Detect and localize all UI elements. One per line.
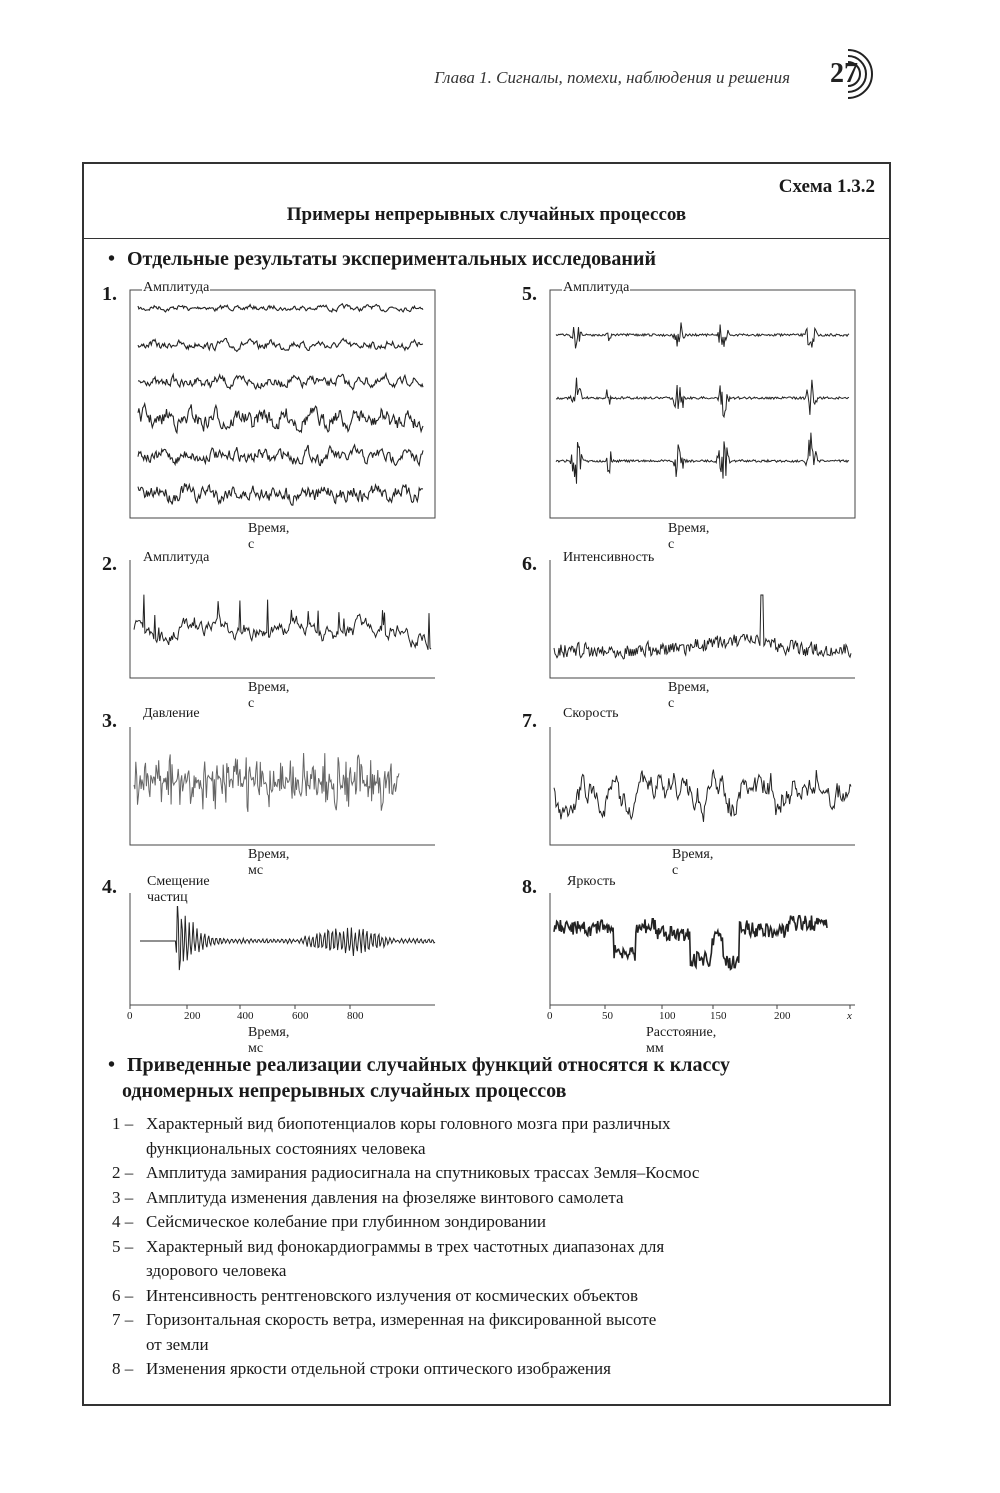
description-item	[112, 1112, 872, 1161]
section2-heading-line1: Приведенные реализации случайных функций относятся к классу	[127, 1054, 730, 1076]
description-line: Амплитуда изменения давления на фюзеляже винтового самолета	[146, 1187, 624, 1207]
scheme-label: Схема 1.3.2	[778, 176, 875, 197]
panel-number: 5.	[522, 283, 537, 305]
x-axis-label: Время, мс	[248, 1025, 290, 1056]
y-axis-label: Амплитуда	[563, 280, 630, 295]
x-axis-label: Время, с	[248, 680, 290, 711]
panel-number: 6.	[522, 553, 537, 575]
y-axis-label: Амплитуда	[143, 550, 210, 565]
description-text	[146, 1161, 872, 1186]
y-axis-label: Смещение частиц	[147, 874, 210, 905]
x-tick-label: 100	[659, 1010, 676, 1022]
section2-heading	[108, 1052, 730, 1104]
bullet-icon: •	[108, 1054, 116, 1076]
description-item	[112, 1284, 872, 1309]
description-item	[112, 1235, 872, 1284]
running-header: Глава 1. Сигналы, помехи, наблюдения и решения	[434, 68, 790, 87]
description-text	[146, 1210, 872, 1235]
description-line: Изменения яркости отдельной строки оптического изображения	[146, 1359, 611, 1378]
panel-number: 1.	[102, 283, 117, 305]
description-number: 2 –	[112, 1163, 134, 1182]
description-line: Сейсмическое колебание при глубинном зондировании	[146, 1212, 546, 1231]
x-tick-label: 50	[602, 1010, 613, 1022]
section2-heading-line2: одномерных непрерывных случайных процессов	[122, 1080, 567, 1102]
description-line: Горизонтальная скорость ветра, измеренная на фиксированной высоте	[146, 1310, 657, 1329]
x-axis-label: Время, с	[668, 521, 710, 552]
description-number: 4 –	[112, 1212, 134, 1231]
description-number: 5 –	[112, 1236, 134, 1256]
x-tick-label: 200	[774, 1010, 791, 1022]
bullet-icon: •	[108, 248, 116, 270]
description-text	[146, 1308, 872, 1357]
description-text	[146, 1357, 872, 1382]
x-tick-label: 400	[237, 1010, 254, 1022]
section1-heading-text: Отдельные результаты экспериментальных исследований	[127, 248, 656, 270]
description-item	[112, 1161, 872, 1186]
x-axis-label: Время, с	[248, 521, 290, 552]
panel-number: 8.	[522, 876, 537, 898]
description-item	[112, 1357, 872, 1382]
y-axis-label: Яркость	[567, 874, 616, 889]
description-line: Характерный вид фонокардиограммы в трех частотных диапазонах для	[146, 1236, 665, 1256]
y-axis-label: Скорость	[563, 706, 619, 721]
y-axis-label: Интенсивность	[563, 550, 655, 565]
description-line: Интенсивность рентгеновского излучения от космических объектов	[146, 1285, 639, 1305]
scheme-title: Примеры непрерывных случайных процессов	[286, 204, 687, 225]
section1-heading	[108, 248, 656, 271]
description-line: функциональных состояниях человека	[146, 1138, 426, 1158]
y-axis-label: Амплитуда	[143, 280, 210, 295]
description-line: Амплитуда замирания радиосигнала на спутниковых трассах Земля–Космос	[146, 1163, 700, 1182]
x-axis-label: Расстояние, мм	[646, 1025, 717, 1056]
x-axis-label: Время, с	[668, 680, 710, 711]
description-line: здорового человека	[146, 1261, 287, 1280]
x-tick-label: 200	[184, 1010, 201, 1022]
x-tick-label: 800	[347, 1010, 364, 1022]
description-text	[146, 1284, 872, 1309]
x-axis-label: Время, мс	[248, 847, 290, 878]
panel-number: 7.	[522, 710, 537, 732]
panel-number: 2.	[102, 553, 117, 575]
description-number: 8 –	[112, 1359, 134, 1378]
descriptions-list	[112, 1112, 872, 1382]
description-text	[146, 1235, 872, 1284]
panel-number: 4.	[102, 876, 117, 898]
panel-number: 3.	[102, 710, 117, 732]
description-line: от земли	[146, 1334, 209, 1354]
x-tick-label: 0	[127, 1010, 133, 1022]
description-number: 7 –	[112, 1310, 134, 1329]
scheme-header	[84, 164, 889, 239]
description-text	[146, 1186, 872, 1211]
page-number: 27	[830, 58, 858, 89]
x-tick-label: 0	[547, 1010, 553, 1022]
description-number: 1 –	[112, 1114, 134, 1133]
description-item	[112, 1308, 872, 1357]
x-tick-label: 150	[710, 1010, 727, 1022]
description-text	[146, 1112, 872, 1161]
description-line: Характерный вид биопотенциалов коры головного мозга при различных	[146, 1114, 671, 1133]
x-tick-label: 600	[292, 1010, 309, 1022]
description-item	[112, 1186, 872, 1211]
description-number: 6 –	[112, 1285, 134, 1305]
description-number: 3 –	[112, 1187, 134, 1207]
x-axis-label: Время, с	[672, 847, 714, 878]
description-item	[112, 1210, 872, 1235]
y-axis-label: Давление	[143, 706, 200, 721]
x-tick-label: x	[847, 1010, 852, 1022]
